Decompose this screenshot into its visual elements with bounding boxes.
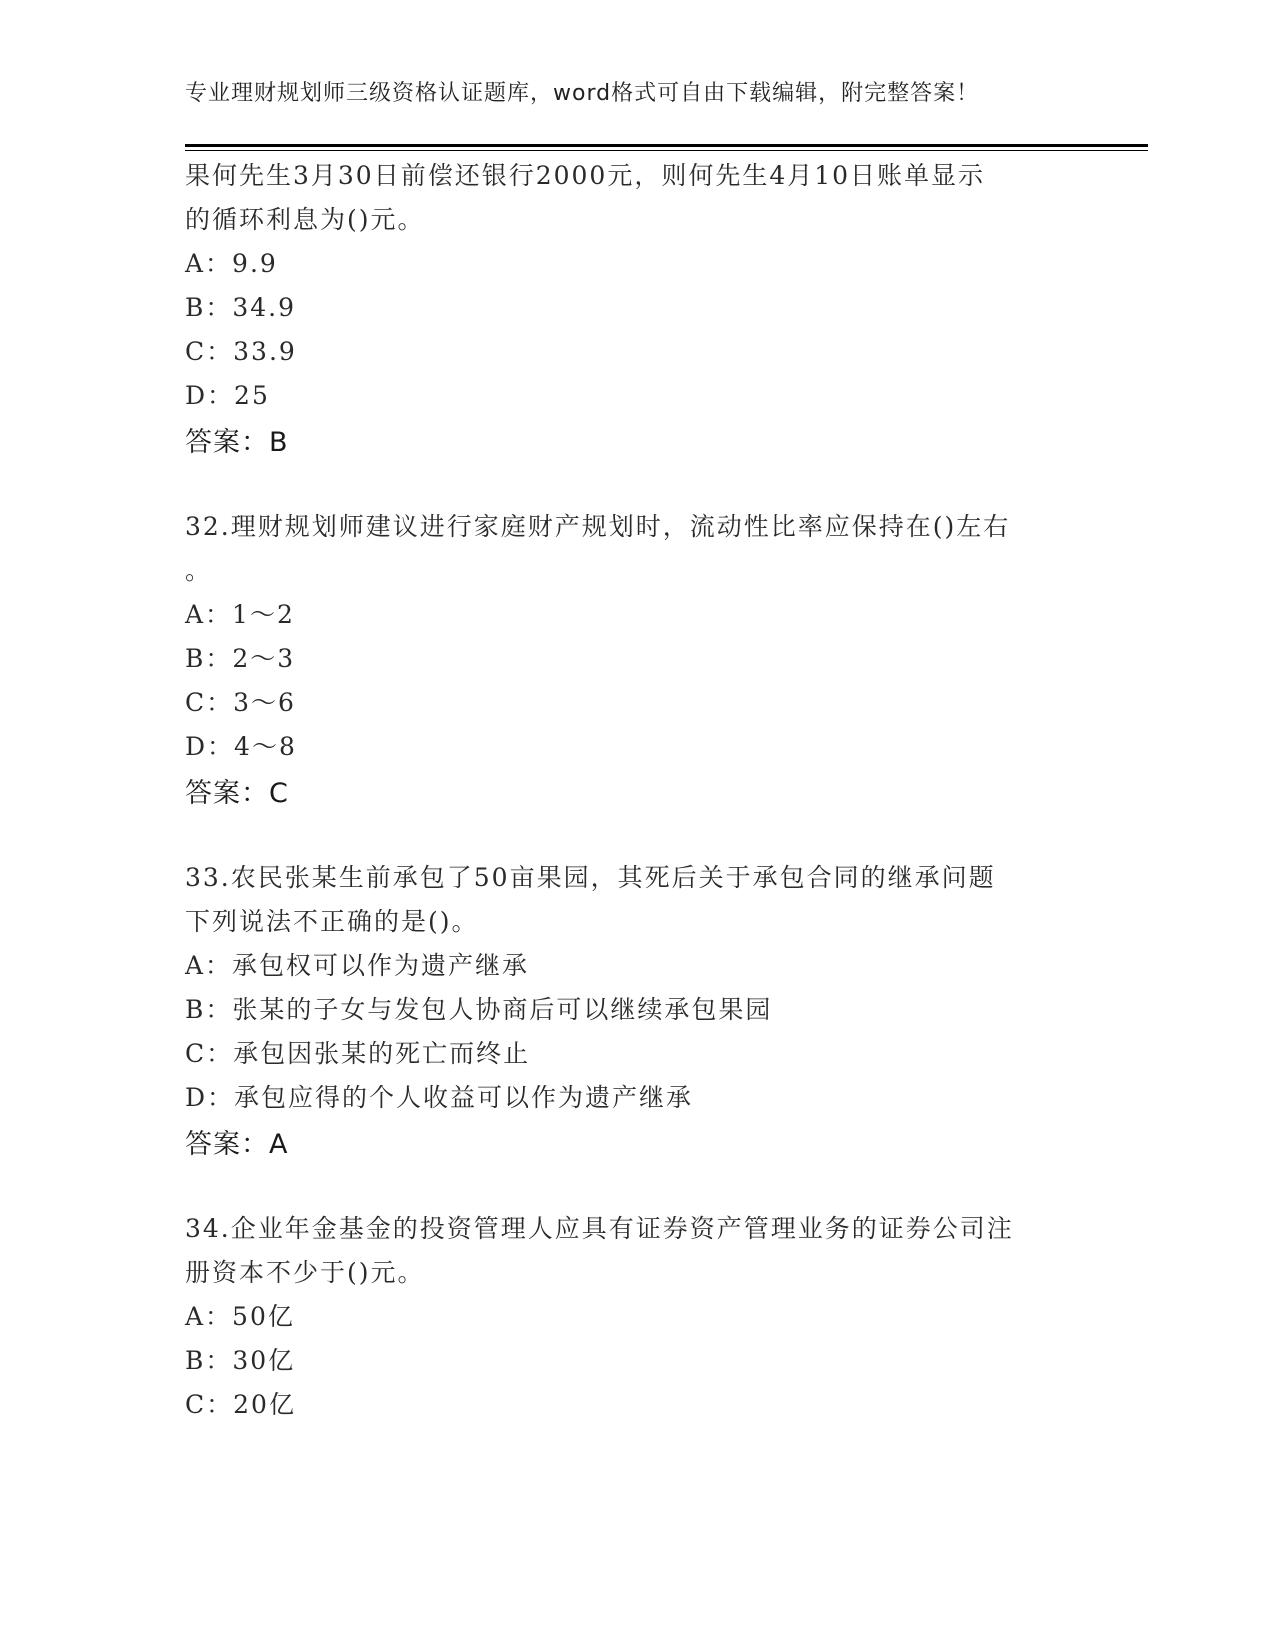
- option-d: D：4～8: [185, 732, 297, 761]
- option-a: A：9.9: [185, 249, 278, 278]
- question-text-line: 的循环利息为()元。: [185, 205, 425, 234]
- answer-line: 答案：B: [185, 427, 289, 458]
- option-a: A：50亿: [185, 1302, 295, 1331]
- option-a: A：1～2: [185, 600, 295, 629]
- option-c: C：承包因张某的死亡而终止: [185, 1039, 531, 1068]
- option-c: C：33.9: [185, 337, 297, 366]
- question-text-line: 果何先生3月30日前偿还银行2000元，则何先生4月10日账单显示: [185, 161, 986, 190]
- question-text-line: 下列说法不正确的是()。: [185, 907, 479, 936]
- question-text-line: 34.企业年金基金的投资管理人应具有证券资产管理业务的证券公司注: [185, 1214, 1014, 1243]
- page-header: 专业理财规划师三级资格认证题库，word格式可自由下载编辑，附完整答案！: [185, 81, 980, 106]
- question-text-line: 33.农民张某生前承包了50亩果园，其死后关于承包合同的继承问题: [185, 863, 996, 892]
- option-a: A：承包权可以作为遗产继承: [185, 951, 530, 980]
- question-text-line: 。: [185, 556, 213, 585]
- option-d: D：25: [185, 381, 270, 410]
- option-b: B：张某的子女与发包人协商后可以继续承包果园: [185, 995, 773, 1024]
- header-rule-thin: [185, 150, 1148, 151]
- answer-line: 答案：C: [185, 778, 289, 809]
- header-rule-thick: [185, 144, 1148, 147]
- option-b: B：30亿: [185, 1346, 296, 1375]
- answer-line: 答案：A: [185, 1129, 289, 1160]
- option-d: D：承包应得的个人收益可以作为遗产继承: [185, 1083, 694, 1112]
- question-text-line: 32.理财规划师建议进行家庭财产规划时，流动性比率应保持在()左右: [185, 512, 1011, 541]
- option-c: C：20亿: [185, 1390, 296, 1419]
- option-c: C：3～6: [185, 688, 296, 717]
- question-text-line: 册资本不少于()元。: [185, 1258, 425, 1287]
- option-b: B：2～3: [185, 644, 296, 673]
- option-b: B：34.9: [185, 293, 297, 322]
